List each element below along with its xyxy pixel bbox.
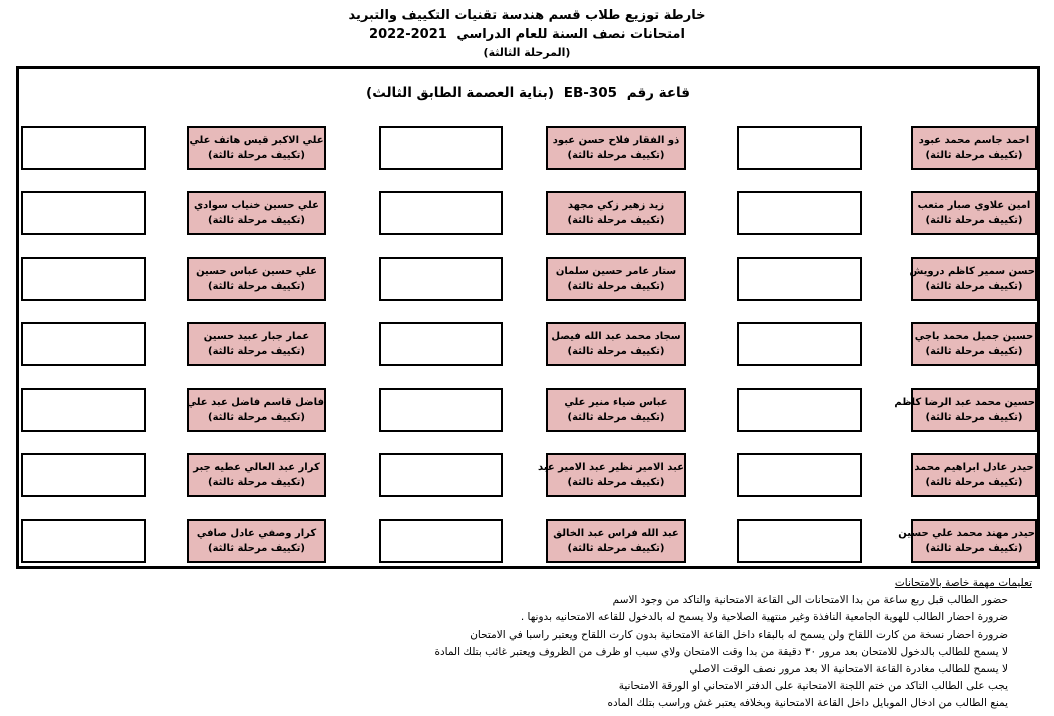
empty-seat: [737, 388, 862, 432]
academic-year: 2022-2021: [369, 27, 447, 42]
instruction-line-3: ضرورة احضار نسخة من كارت اللقاح ولن يسمح له بالبقاء داخل القاعة الامتحانية بدون كارت اللقاح ويعتبر راسبا في الامتحان: [470, 628, 1008, 641]
student-stage: (تكييف مرحلة ثالثة): [567, 346, 665, 357]
student-name: حيدر عادل ابراهيم محمد: [914, 462, 1034, 473]
student-name: كرار عبد العالي عطيه جبر: [193, 462, 320, 473]
student-name: زيد زهير زكي مجهد: [567, 200, 665, 211]
student-name: حسين محمد عبد الرضا كاظم: [894, 397, 1035, 408]
student-name: علي حسين خنياب سوادي: [194, 200, 319, 211]
student-name: عباس ضياء منير علي: [564, 397, 668, 408]
student-stage: (تكييف مرحلة ثالثة): [925, 346, 1023, 357]
student-seat: [911, 453, 1037, 497]
empty-seat: [379, 519, 503, 563]
student-name: ستار عامر حسين سلمان: [555, 266, 677, 277]
student-seat: [911, 191, 1037, 235]
student-name: عبد الله فراس عبد الخالق: [553, 528, 679, 539]
student-stage: (تكييف مرحلة ثالثة): [208, 543, 305, 554]
student-seat: [546, 388, 686, 432]
student-name: عمار جبار عبيد حسين: [203, 331, 310, 342]
hall-building: (بناية العصمة الطابق الثالث): [366, 85, 555, 101]
empty-seat: [379, 126, 503, 170]
seat-row-3: [19, 257, 1037, 301]
student-stage: (تكييف مرحلة ثالثة): [567, 412, 665, 423]
student-seat: [546, 257, 686, 301]
empty-seat: [737, 519, 862, 563]
student-seat: [187, 388, 326, 432]
student-seat: [187, 519, 326, 563]
student-stage: (تكييف مرحلة ثالثة): [208, 412, 305, 423]
student-seat: [898, 519, 1037, 563]
student-stage: (تكييف مرحلة ثالثة): [567, 543, 665, 554]
instruction-line-7: يمنع الطالب من ادخال الموبايل داخل القاعة الامتحانية وبخلافه يعتبر غش وراسب بتلك الماده: [607, 697, 1008, 710]
student-name: فاضل قاسم فاضل عبد علي: [186, 397, 324, 408]
student-name: علي الاكبر قيس هاتف علي: [189, 135, 324, 146]
student-seat: [187, 257, 326, 301]
seat-row-1: [19, 126, 1037, 170]
student-stage: (تكييف مرحلة ثالثة): [208, 215, 305, 226]
student-name: احمد جاسم محمد عبود: [918, 135, 1030, 146]
empty-seat: [21, 257, 146, 301]
student-seat: [187, 191, 326, 235]
empty-seat: [737, 322, 862, 366]
student-seat: [187, 126, 326, 170]
seat-row-5: [19, 388, 1037, 432]
title-line-stage: (المرحلة الثالثة): [483, 46, 571, 59]
student-stage: (تكييف مرحلة ثالثة): [567, 150, 665, 161]
empty-seat: [21, 191, 146, 235]
student-seat: [187, 322, 326, 366]
student-stage: (تكييف مرحلة ثالثة): [925, 477, 1023, 488]
empty-seat: [379, 322, 503, 366]
empty-seat: [737, 257, 862, 301]
instruction-line-2: ضرورة احضار الطالب للهوية الجامعية النافذة وغير منتهية الصلاحية ولا يسمح له بالدخول للقاعه الامتحانيه بدونها .: [520, 611, 1008, 624]
instruction-line-5: لا يسمح للطالب مغادرة القاعة الامتحانية الا بعد مرور نصف الوقت الاصلي: [689, 663, 1008, 676]
empty-seat: [737, 191, 862, 235]
student-seat: [894, 388, 1037, 432]
student-seat: [546, 191, 686, 235]
student-seat: [546, 322, 686, 366]
seat-row-6: [19, 453, 1037, 497]
student-seat: [187, 453, 326, 497]
document-title: [0, 6, 1054, 62]
student-stage: (تكييف مرحلة ثالثة): [567, 215, 665, 226]
seat-grid: [19, 69, 1037, 566]
empty-seat: [21, 453, 146, 497]
hall-room-code: EB-305: [563, 85, 618, 101]
student-stage: (تكييف مرحلة ثالثة): [925, 281, 1023, 292]
student-stage: (تكييف مرحلة ثالثة): [208, 281, 305, 292]
student-name: كرار وصفي عادل صافي: [196, 528, 317, 539]
instructions-heading: تعليمات مهمة خاصة بالامتحانات: [894, 577, 1032, 589]
empty-seat: [379, 388, 503, 432]
student-name: سجاد محمد عبد الله فيصل: [551, 331, 681, 342]
empty-seat: [21, 388, 146, 432]
student-stage: (تكييف مرحلة ثالثة): [208, 346, 305, 357]
student-seat: [911, 126, 1037, 170]
student-name: امين علاوي صبار متعب: [917, 200, 1031, 211]
student-stage: (تكييف مرحلة ثالثة): [925, 543, 1023, 554]
student-name: عبد الامير نظير عبد الامير عبد: [537, 462, 684, 473]
student-stage: (تكييف مرحلة ثالثة): [567, 281, 665, 292]
student-name: حسين جميل محمد باجي: [914, 331, 1034, 342]
student-seat: [911, 257, 1037, 301]
empty-seat: [737, 453, 862, 497]
seat-row-7: [19, 519, 1037, 563]
student-name: حسن سمير كاظم درويش: [909, 266, 1035, 277]
empty-seat: [21, 519, 146, 563]
student-name: علي حسين عباس حسين: [196, 266, 317, 277]
empty-seat: [379, 453, 503, 497]
instruction-line-4: لا يسمح للطالب بالدخول للامتحان بعد مرور ٣٠ دقيقة من بدا وقت الامتحان ولاي سبب او ظرف من الظروف ويعتبر غائب بتلك المادة: [434, 645, 1008, 658]
hall-prefix: قاعة رقم: [626, 85, 690, 101]
empty-seat: [21, 322, 146, 366]
student-stage: (تكييف مرحلة ثالثة): [567, 477, 665, 488]
student-seat: [911, 322, 1037, 366]
student-stage: (تكييف مرحلة ثالثة): [208, 150, 305, 161]
seating-table: [16, 66, 1040, 569]
student-name: حيدر مهند محمد علي حسين: [898, 528, 1035, 539]
seat-row-4: [19, 322, 1037, 366]
empty-seat: [21, 126, 146, 170]
title-line-exams: [0, 25, 1054, 44]
empty-seat: [379, 257, 503, 301]
student-stage: (تكييف مرحلة ثالثة): [925, 150, 1023, 161]
title-exams-text: امتحانات نصف السنة للعام الدراسي: [456, 27, 685, 42]
seat-row-2: [19, 191, 1037, 235]
instruction-line-6: يجب على الطالب التاكد من ختم اللجنة الامتحانية على الدفتر الامتحاني او الورقة الامتحانية: [618, 680, 1008, 693]
student-seat: [546, 519, 686, 563]
title-line-department: خارطة توزيع طلاب قسم هندسة تقنيات التكييف والتبريد: [348, 8, 706, 23]
student-name: ذو الفقار فلاح حسن عبود: [552, 135, 680, 146]
exam-instructions: [20, 575, 1032, 713]
student-seat: [546, 126, 686, 170]
student-stage: (تكييف مرحلة ثالثة): [208, 477, 305, 488]
instruction-line-1: حضور الطالب قبل ربع ساعة من بدا الامتحانات الى القاعة الامتحانية والتاكد من وجود الاسم: [612, 594, 1008, 607]
student-stage: (تكييف مرحلة ثالثة): [925, 412, 1023, 423]
student-stage: (تكييف مرحلة ثالثة): [925, 215, 1023, 226]
empty-seat: [737, 126, 862, 170]
student-seat: [537, 453, 686, 497]
empty-seat: [379, 191, 503, 235]
